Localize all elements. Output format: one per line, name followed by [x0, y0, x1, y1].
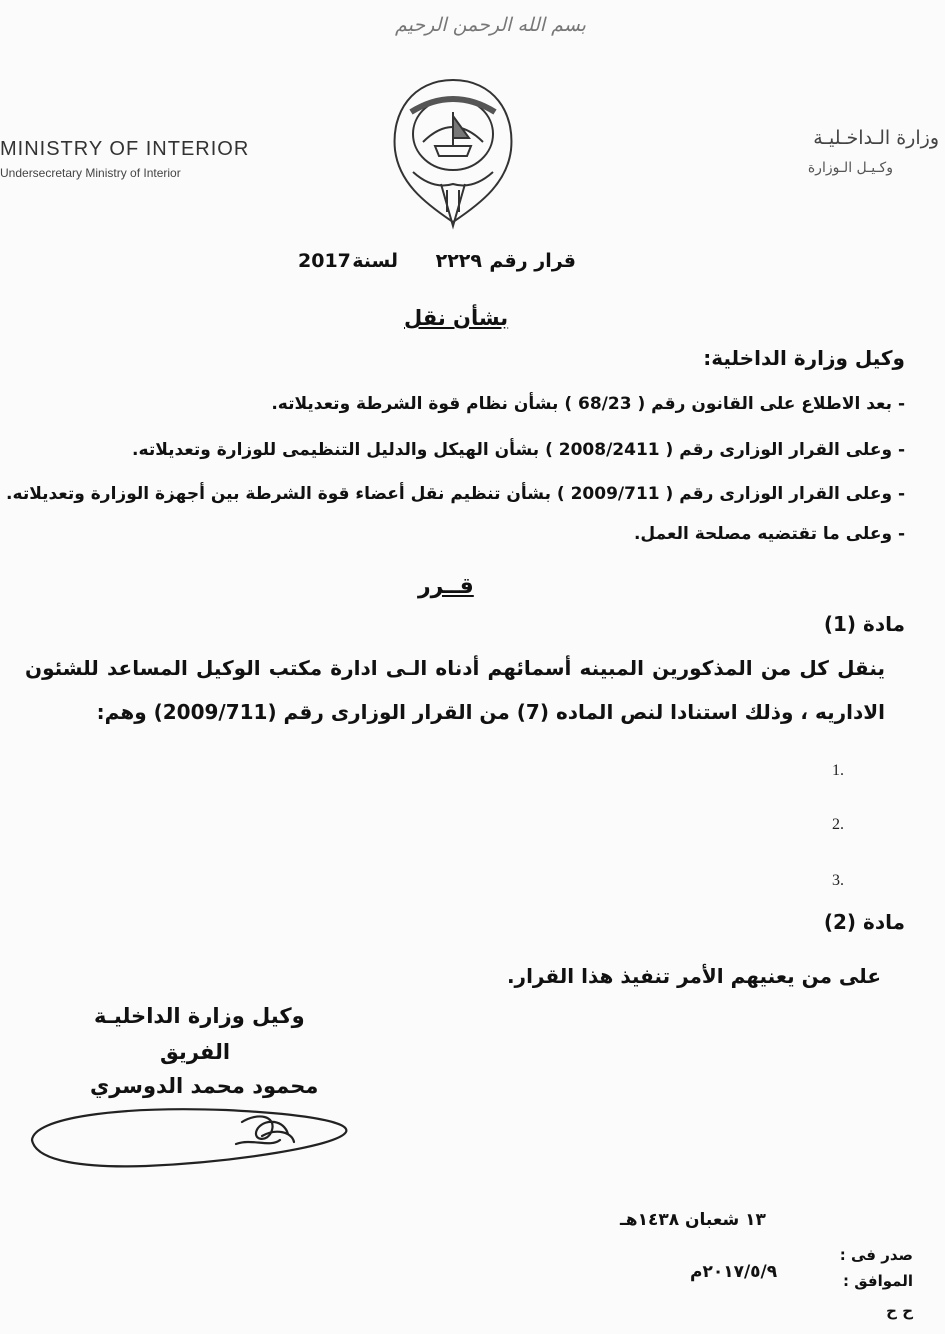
undersecretary-ar: وكـيـل الـوزارة [807, 160, 893, 176]
article-2-title: مادة (2) [823, 910, 905, 934]
decision-number: ٢٢٢٩ [435, 250, 482, 272]
preamble-clause: - وعلى القرار الوزارى رقم ( 2009/711 ) بشأن تنظيم نقل أعضاء قوة الشرطة بين أجهزة الوزارة وتعديلاته. [6, 484, 905, 504]
decision-year: 2017 [298, 250, 351, 272]
basmala: بسم الله الرحمن الرحيم [395, 14, 586, 36]
handwritten-signature-icon [26, 1088, 356, 1178]
reference-initials: ح ح [886, 1302, 913, 1320]
preamble-clause: - بعد الاطلاع على القانون رقم ( 68/23 ) بشأن نظام قوة الشرطة وتعديلاته. [271, 394, 905, 414]
issued-label: صدر فى : [839, 1246, 913, 1264]
item-number: 1. [832, 762, 844, 779]
gregorian-date: ٢٠١٧/٥/٩م [690, 1262, 778, 1282]
signatory-name: محمود محمد الدوسري [90, 1074, 319, 1098]
preamble-intro: وكيل وزارة الداخلية: [703, 346, 905, 370]
article-1-title: مادة (1) [823, 612, 905, 636]
decision-year-label: لسنة [352, 250, 398, 272]
item-number: 3. [832, 872, 844, 889]
corresponding-label: الموافق : [843, 1272, 913, 1290]
preamble-clause: - وعلى ما تقتضيه مصلحة العمل. [633, 524, 905, 544]
resolution-heading: قــرر [418, 574, 474, 599]
item-number: 2. [832, 816, 844, 833]
signatory-title: وكيل وزارة الداخليـة [94, 1004, 305, 1028]
article-2-body: على من يعنيهم الأمر تنفيذ هذا القرار. [506, 964, 881, 988]
article-1-body: ينقل كل من المذكورين المبينه أسمائهم أدناه الـى ادارة مكتب الوكيل المساعد للشئون الاداريه ، وذلك استنادا لنص الماده (7) من القرار الوزارى رقم (2009/711) وهم: [25, 656, 885, 724]
undersecretary-en: Undersecretary Ministry of Interior [0, 166, 181, 180]
ministry-name-en: MINISTRY OF INTERIOR [0, 138, 250, 160]
signatory-rank: الفريق [160, 1040, 231, 1064]
ministry-name-ar: وزارة الـداخـليـة [813, 127, 939, 149]
hijri-date: ١٣ شعبان ١٤٣٨هـ [620, 1210, 766, 1230]
kuwait-emblem-icon [383, 72, 523, 232]
decision-number-label: قرار رقم [489, 250, 576, 272]
preamble-clause: - وعلى القرار الوزارى رقم ( 2008/2411 ) بشأن الهيكل والدليل التنظيمى للوزارة وتعديلاته. [132, 440, 905, 460]
decision-subject: بشأن نقل [404, 306, 509, 330]
